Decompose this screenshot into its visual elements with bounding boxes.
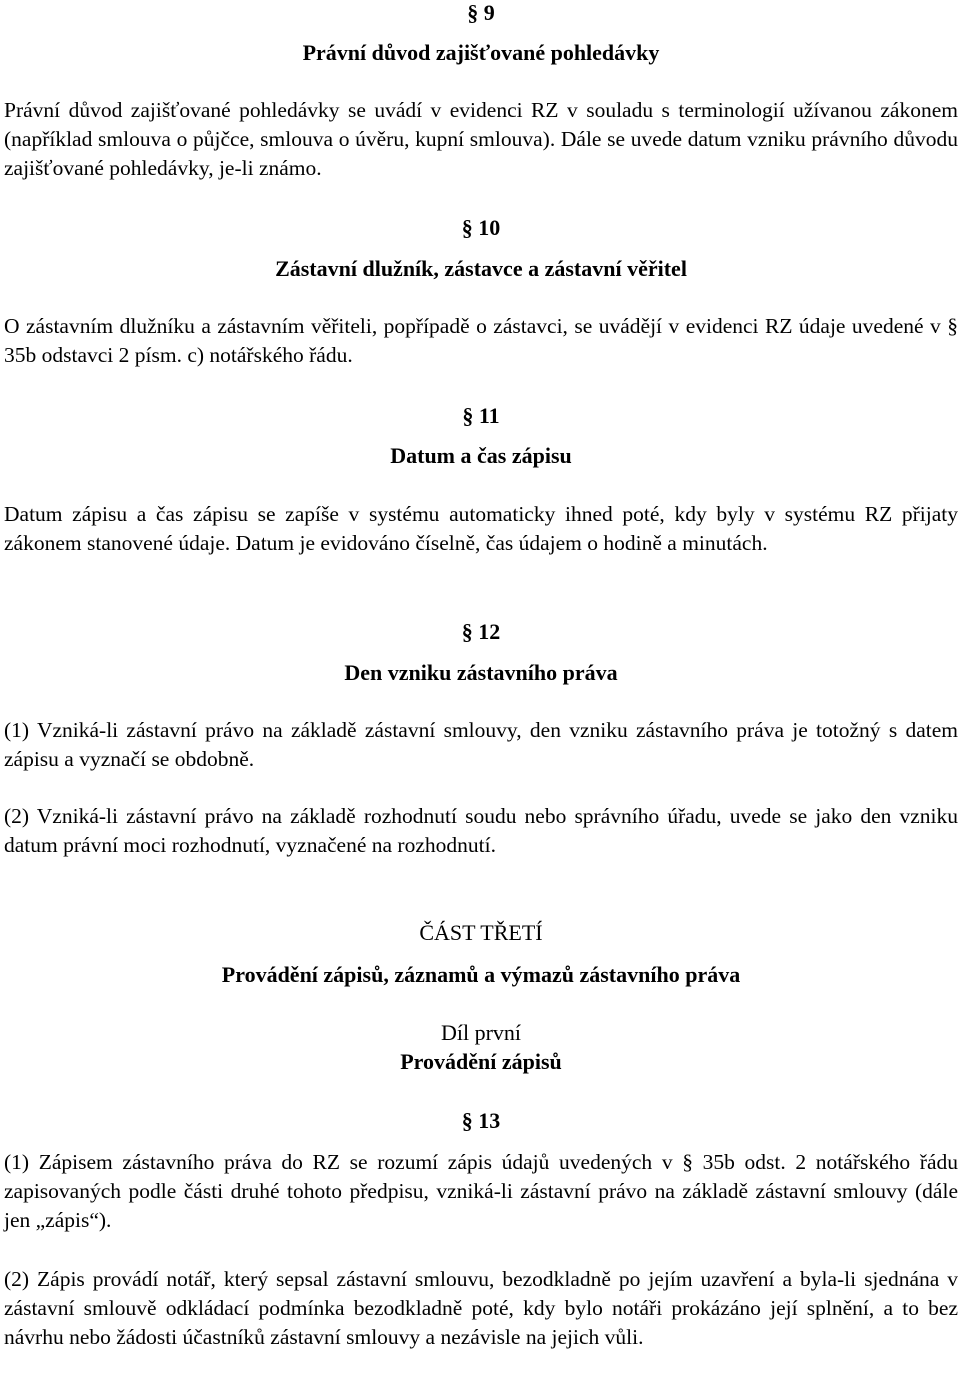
section-12-paragraph-2: (2) Vzniká-li zástavní právo na základě rozhodnutí soudu nebo správního úřadu, uvede se jako den vzniku datum právní moci rozhodnutí, vyznačené na rozhodnutí. [4,804,958,857]
division-1-title: Díl první [440,1020,522,1045]
section-11-title: Datum a čas zápisu [390,443,572,468]
section-10-title: Zástavní dlužník, zástavce a zástavní věřitel [275,256,687,281]
section-13-paragraph-1: (1) Zápisem zástavního práva do RZ se rozumí zápis údajů uvedených v § 35b odst. 2 notářského řádu zapisovaných podle části druhé tohoto předpisu, vzniká-li zástavní právo na základě zástavní smlouvy (dále jen „zápis“). [4,1150,958,1232]
division-1-heading: Provádění zápisů [400,1049,562,1074]
section-9-paragraph: Právní důvod zajišťované pohledávky se uvádí v evidenci RZ v souladu s terminologií užívanou zákonem (například smlouva o půjčce, smlouva o úvěru, kupní smlouva). Dále se uvede datum vzniku právního důvodu zajišťované pohledávky, je-li známo. [4,98,958,180]
section-12-mark: § 12 [461,619,501,644]
section-12-paragraph-1: (1) Vzniká-li zástavní právo na základě zástavní smlouvy, den vzniku zástavního práva je totožný s datem zápisu a vyznačí se obdobně. [4,718,958,771]
section-13-mark: § 13 [461,1108,501,1133]
section-10-mark: § 10 [461,215,501,240]
section-10-paragraph: O zástavním dlužníku a zástavním věřiteli, popřípadě o zástavci, se uvádějí v evidenci RZ údaje uvedené v § 35b odstavci 2 písm. c) notářského řádu. [4,314,958,367]
section-11-paragraph: Datum zápisu a čas zápisu se zapíše v systému automaticky ihned poté, kdy byly v systému RZ přijaty zákonem stanovené údaje. Datum je evidováno číselně, čas údajem o hodině a minutách. [4,502,958,555]
section-11-mark: § 11 [462,403,500,428]
section-12-title: Den vzniku zástavního práva [344,660,618,685]
section-13-paragraph-2: (2) Zápis provádí notář, který sepsal zástavní smlouvu, bezodkladně po jejím uzavření a byla-li sjednána v zástavní smlouvě odkládací podmínka bezodkladně poté, kdy bylo notáři prokázáno její splnění, a to bez návrhu nebo žádosti účastníků zástavní smlouvy a nezávisle na jejich vůli. [4,1267,958,1349]
part-3-heading: Provádění zápisů, záznamů a výmazů zástavního práva [221,962,741,987]
section-9-mark: § 9 [467,0,495,25]
section-9-title: Právní důvod zajišťované pohledávky [302,40,660,65]
part-3-title: ČÁST TŘETÍ [419,920,543,945]
